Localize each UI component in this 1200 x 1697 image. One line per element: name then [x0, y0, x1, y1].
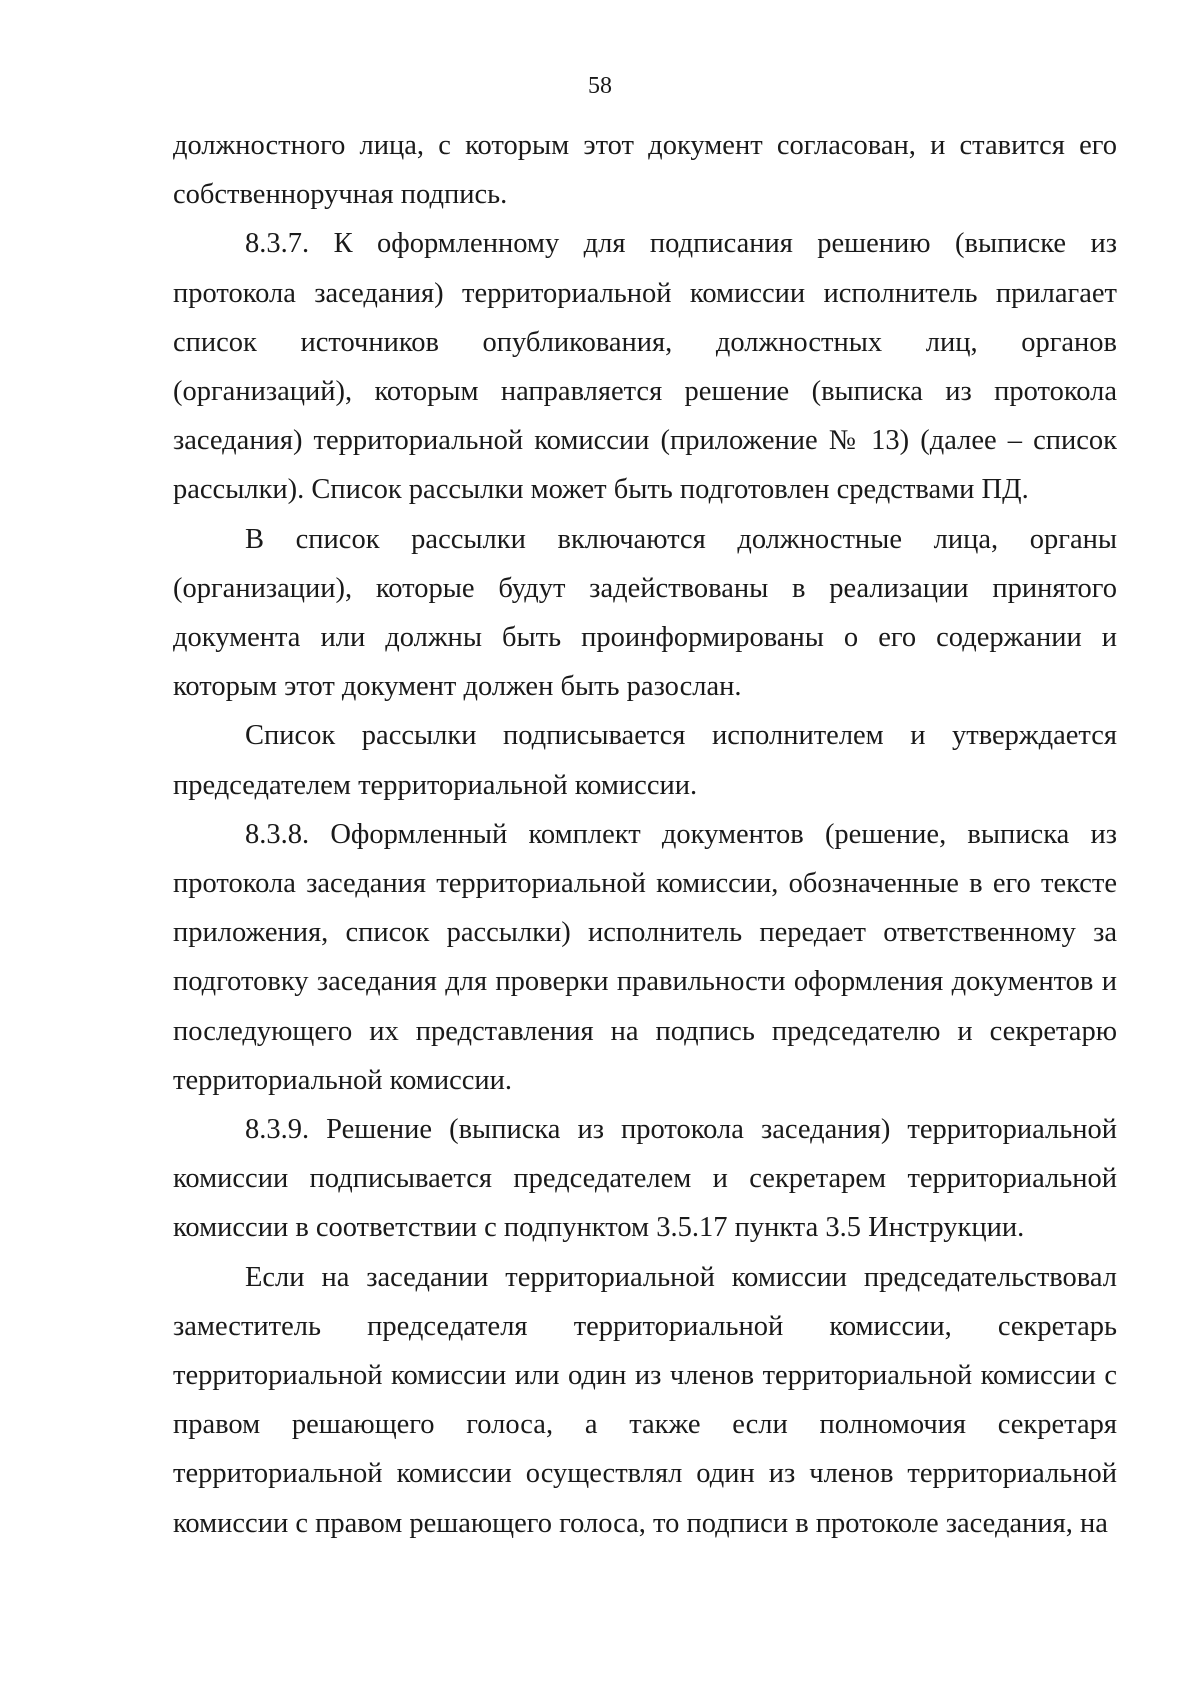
- page-number: 58: [588, 73, 612, 99]
- paragraph-distribution-list-signing: Список рассылки подписывается исполнителем и утверждается председателем территориальной комиссии.: [173, 720, 1117, 801]
- paragraph-8-3-9: 8.3.9. Решение (выписка из протокола заседания) территориальной комиссии подписывается председателем и секретарем территориальной комиссии в соответствии с подпунктом 3.5.17 пункта 3.5 Инструкции.: [173, 1114, 1117, 1244]
- document-body: [173, 121, 1117, 1548]
- paragraph-8-3-8: 8.3.8. Оформленный комплект документов (решение, выписка из протокола заседания территориальной комиссии, обозначенные в его тексте приложения, список рассылки) исполнитель передает ответственному за подготовку заседания для проверки правильности оформления документов и последующего их представления на подпись председателю и секретарю территориальной комиссии.: [173, 818, 1117, 1096]
- paragraph-8-3-7: 8.3.7. К оформленному для подписания решению (выписке из протокола заседания) территориальной комиссии исполнитель прилагает список источников опубликования, должностных лиц, органов (организаций), которым направляется решение (выписка из протокола заседания) территориальной комиссии (приложение № 13) (далее – список рассылки). Список рассылки может быть подготовлен средствами ПД.: [173, 228, 1117, 506]
- paragraph-distribution-list-contents: В список рассылки включаются должностные лица, органы (организации), которые будут задействованы в реализации принятого документа или должны быть проинформированы о его содержании и которым этот документ должен быть разослан.: [173, 523, 1117, 703]
- paragraph-deputy-chair-signatures: Если на заседании территориальной комиссии председательствовал заместитель председателя территориальной комиссии, секретарь территориальной комиссии или один из членов территориальной комиссии с правом решающего голоса, а также если полномочия секретаря территориальной комиссии осуществлял один из членов территориальной комиссии с правом решающего голоса, то подписи в протоколе заседания, на: [173, 1261, 1117, 1539]
- paragraph-continuation: должностного лица, с которым этот документ согласован, и ставится его собственноручная подпись.: [173, 130, 1117, 211]
